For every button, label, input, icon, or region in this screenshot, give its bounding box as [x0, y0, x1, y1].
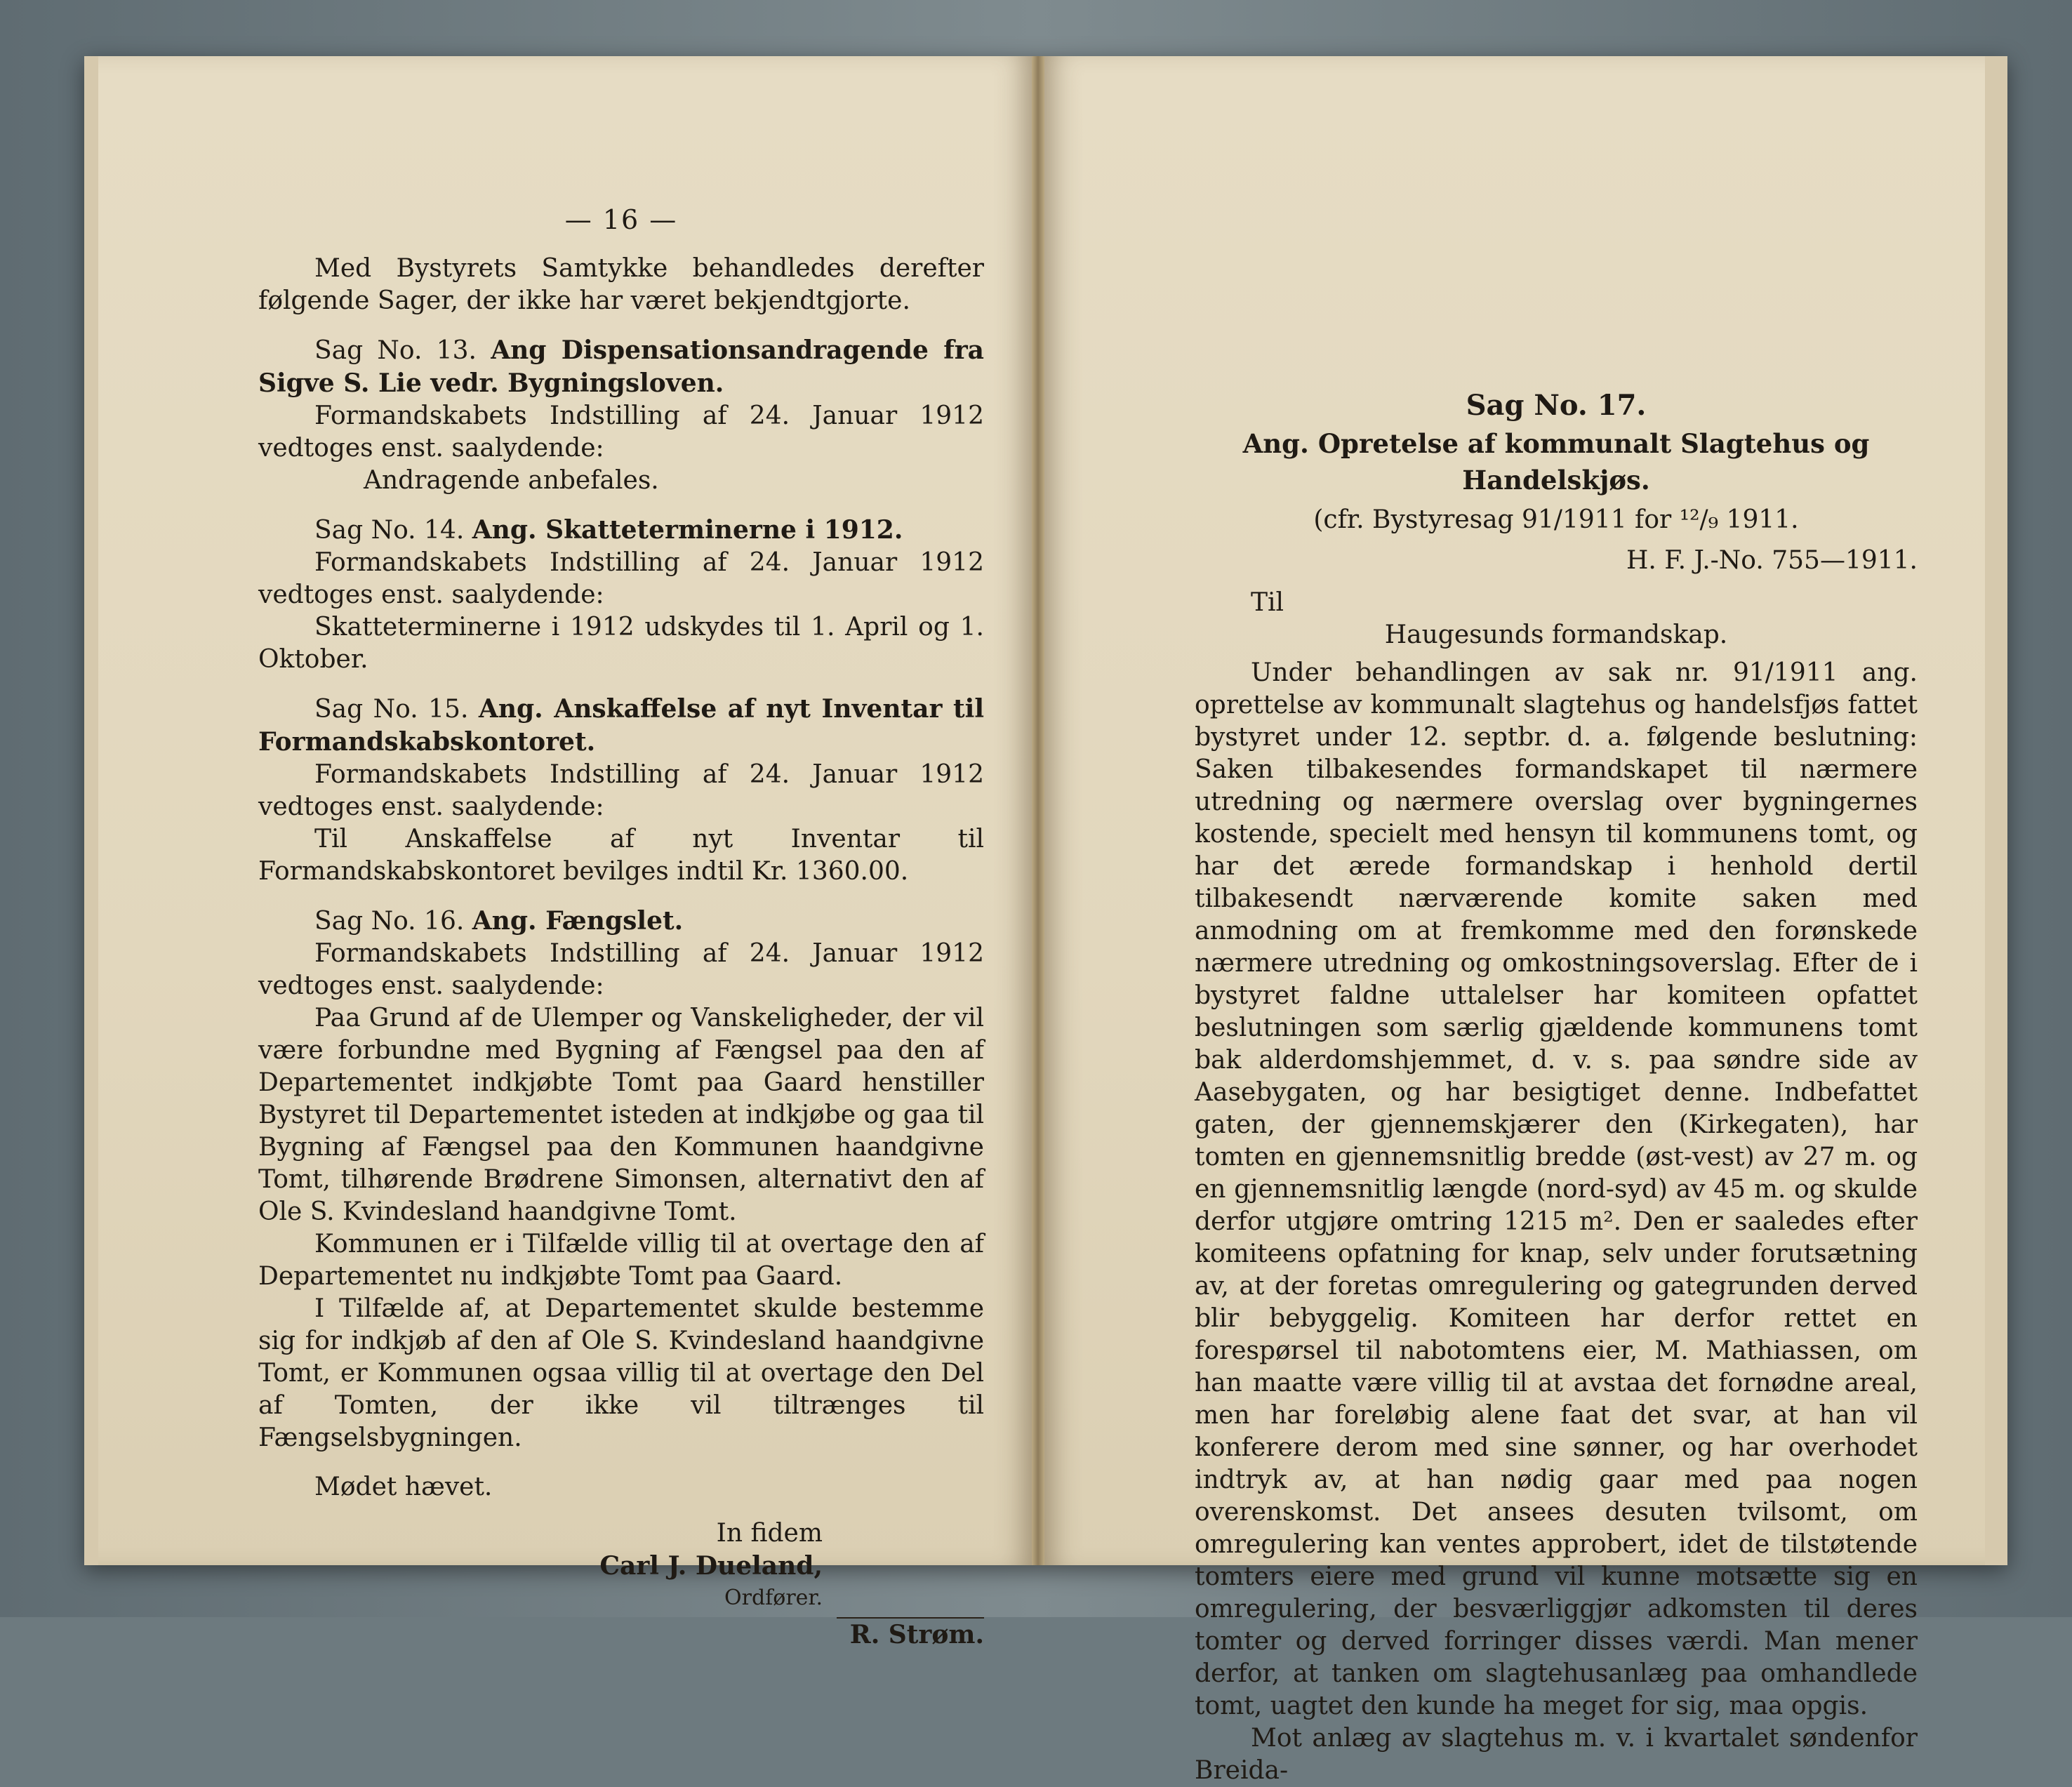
- sag15-title: Ang. Anskaffelse af nyt Inventar til Formandskabskontoret.: [258, 694, 984, 757]
- sag15-body: Formandskabets Indstilling af 24. Januar 1912 vedtoges enst. saalydende:: [258, 760, 984, 821]
- page-number: — 16 —: [564, 204, 678, 235]
- signer-name: Carl J. Dueland,: [599, 1551, 823, 1581]
- sag14-body: Formandskabets Indstilling af 24. Januar 1912 vedtoges enst. saalydende:: [258, 548, 984, 609]
- to-line: Til: [1251, 588, 1284, 617]
- sag13-label: Sag No. 13.: [314, 336, 477, 365]
- sag16-body: Formandskabets Indstilling af 24. Januar 1912 vedtoges enst. saalydende:: [258, 939, 984, 1000]
- reference-line: (cfr. Bystyresag 91/1911 for ¹²/₉ 1911.: [1313, 505, 1799, 534]
- sag16-label: Sag No. 16.: [314, 907, 465, 936]
- book-spread: [84, 56, 2007, 1785]
- right-page: [1044, 56, 1985, 1785]
- sag13-title: Ang Dispensationsandragende fra Sigve S. Lie vedr. Bygningsloven.: [258, 336, 984, 398]
- in-fidem: In fidem: [716, 1519, 823, 1548]
- sag16-heading: [258, 905, 984, 938]
- sag14-resolution: Skatteterminerne i 1912 udskydes til 1. April og 1. Oktober.: [258, 613, 984, 674]
- right-page-text: [1195, 386, 1918, 1787]
- signer-title: Ordfører.: [724, 1586, 823, 1610]
- addressee: Haugesunds formandskap.: [1384, 620, 1728, 649]
- sag15-heading: [258, 693, 984, 759]
- left-page-text: [258, 204, 984, 1651]
- sag14-label: Sag No. 14.: [314, 516, 465, 545]
- sag17-subtitle: Ang. Opretelse af kommunalt Slagtehus og Handelskjøs.: [1242, 428, 1870, 496]
- left-page: [98, 56, 1032, 1649]
- book-gutter: [1032, 56, 1044, 1565]
- sag14-title: Ang. Skatteterminerne i 1912.: [472, 515, 903, 545]
- sag15-label: Sag No. 15.: [314, 695, 469, 724]
- sag13-heading: [258, 334, 984, 400]
- sag13-body: Formandskabets Indstilling af 24. Januar 1912 vedtoges enst. saalydende:: [258, 401, 984, 463]
- intro-paragraph: Med Bystyrets Samtykke behandledes derefter følgende Sager, der ikke har været bekjendtgjorte.: [258, 254, 984, 315]
- sag16-paragraph-2: Kommunen er i Tilfælde villig til at overtage den af Departementet nu indkjøbte Tomt paa Gaard.: [258, 1230, 984, 1291]
- second-signer: R. Strøm.: [849, 1620, 984, 1649]
- signature-block: [258, 1517, 984, 1614]
- sag16-title: Ang. Fængslet.: [472, 906, 684, 936]
- sag15-resolution: Til Anskaffelse af nyt Inventar til Formandskabskontoret bevilges indtil Kr. 1360.00.: [258, 825, 984, 886]
- sag17-body: Under behandlingen av sak nr. 91/1911 ang. oprettelse av kommunalt slagtehus og handelsfjøs fattet bystyret under 12. septbr. d. a. følgende beslutning: Saken tilbakesendes formandskapet til nærmere utredning og nærmere overslag over bygningernes kostende, specielt med hensyn til kommunens tomt, og har det ærede formandskap i henhold dertil tilbakesendt nærværende komite saken med anmodning om at fremkomme med den forønskede nærmere utredning og omkostningsoverslag. Efter de i bystyret faldne uttalelser har komiteen opfattet beslutningen som særlig gjældende kommunens tomt bak alderdomshjemmet, d. v. s. paa søndre side av Aasebygaten, og har besigtiget denne. Indbefattet gaten, der gjennemskjærer den (Kirkegaten), har tomten en gjennemsnitlig bredde (øst-vest) av 27 m. og en gjennemsnitlig længde (nord-syd) av 45 m. og skulde derfor utgjøre omtring 1215 m². Den er saaledes efter komiteens opfatning for knap, selv under forutsætning av, at der foretas omregulering og gategrunden derved blir bebyggelig. Komiteen har derfor rettet en forespørsel til nabotomtens eier, M. Mathiassen, om han maatte være villig til at avstaa det fornødne areal, men har foreløbig alene faat det svar, at han vil konferere derom med sine sønner, og har overhodet indtryk av, at han nødig gaar med paa nogen overenskomst. Det ansees desuten tvilsomt, om omregulering kan ventes approbert, idet de tilstøtende tomters eiere med grund vil kunne motsætte sig en omregulering, der besværliggjør adkomsten til deres tomter og derved forringer disses værdi. Man mener derfor, at tanken om slagtehusanlæg paa omhandlede tomt, uagtet den kunde ha meget for sig, maa opgis.: [1195, 658, 1918, 1720]
- sag17-title: Sag No. 17.: [1466, 389, 1647, 422]
- sag16-paragraph-1: Paa Grund af de Ulemper og Vanskeligheder, der vil være forbundne med Bygning af Fængsel paa den af Departementet indkjøbte Tomt paa Gaard henstiller Bystyret til Departementet isteden at indkjøbe og gaa til Bygning af Fængsel paa den Kommunen haandgivne Tomt, tilhørende Brødrene Simonsen, alternativt den af Ole S. Kvindesland haandgivne Tomt.: [258, 1004, 984, 1226]
- meeting-closed: Mødet hævet.: [314, 1473, 493, 1501]
- sag13-resolution: Andragende anbefales.: [364, 466, 659, 495]
- sag14-heading: [258, 514, 984, 547]
- sag17-last-line: Mot anlæg av slagtehus m. v. i kvartalet søndenfor Breida-: [1195, 1724, 1918, 1785]
- sag16-paragraph-3: I Tilfælde af, at Departementet skulde bestemme sig for indkjøb af den af Ole S. Kvindesland haandgivne Tomt, er Kommunen ogsaa villig til at overtage den Del af Tomten, der ikke vil tiltrænges til Fængselsbygningen.: [258, 1294, 984, 1452]
- journal-number: H. F. J.-No. 755—1911.: [1626, 546, 1918, 575]
